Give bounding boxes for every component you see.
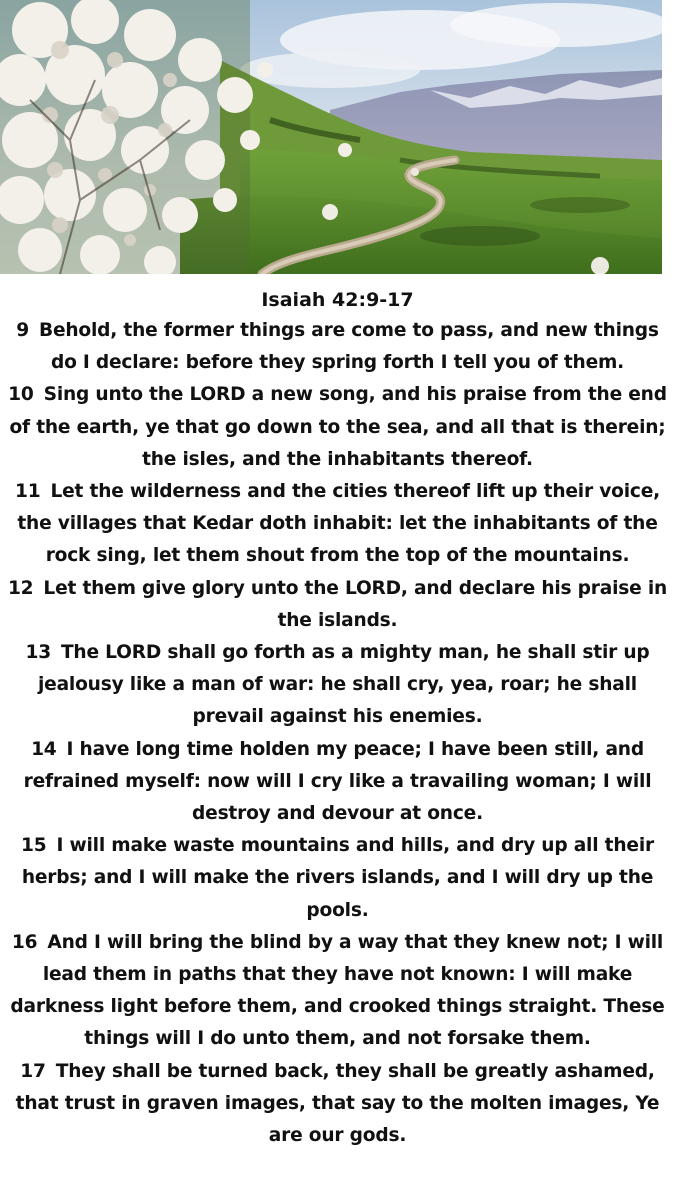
verse-text: I have long time holden my peace; I have been still, and refrained myself: now will I cry like a travailing woman; I will destroy and devour at once. [23, 738, 652, 825]
verse-number: 17 [20, 1060, 46, 1082]
verse-text: The LORD shall go forth as a mighty man, he shall stir up jealousy like a man of war: he shall cry, yea, roar; he shall prevail against his enemies. [38, 642, 650, 728]
verse-text: Let the wilderness and the cities thereof lift up their voice, the villages that Kedar doth inhabit: let the inhabitants of the rock sing, let them shout from the top of the mountains. [17, 481, 660, 567]
verse [0, 1056, 675, 1153]
verse [0, 830, 675, 927]
verse-number: 10 [8, 384, 34, 406]
verse-text: And I will bring the blind by a way that they knew not; I will lead them in paths that they have not known: I will make darkness light before them, and crooked things straight. These things will I do unto them, and not forsake them. [10, 931, 665, 1050]
verse [0, 734, 675, 831]
verse-number: 12 [7, 577, 34, 599]
verse-number: 9 [16, 320, 29, 341]
verse-number: 13 [25, 642, 51, 664]
verse-text: They shall be turned back, they shall be greatly ashamed, that trust in graven images, that say to the molten images, Ye are our gods. [15, 1060, 660, 1147]
verse-number: 11 [15, 481, 41, 503]
verse-text: Behold, the former things are come to pass, and new things do I declare: before they spring forth I tell you of them. [38, 320, 659, 374]
verse-number: 16 [11, 931, 38, 953]
verse-number: 14 [31, 738, 57, 760]
verse-number: 15 [21, 835, 47, 857]
verse [0, 637, 675, 734]
verse-text: Sing unto the LORD a new song, and his praise from the end of the earth, ye that go down to the sea, and all that is therein; the isles, and the inhabitants thereof. [9, 384, 667, 470]
verse [0, 573, 675, 637]
verse [0, 927, 675, 1056]
verse [0, 379, 675, 476]
passage-reference: Isaiah 42:9-17 [261, 289, 414, 311]
landscape-photo [0, 0, 662, 274]
passage [0, 283, 675, 1152]
verse-text: Let them give glory unto the LORD, and declare his praise in the islands. [43, 577, 668, 631]
verse-text: I will make waste mountains and hills, and dry up all their herbs; and I will make the rivers islands, and I will dry up the pools. [21, 835, 654, 921]
verse [0, 315, 675, 379]
verse [0, 476, 675, 573]
